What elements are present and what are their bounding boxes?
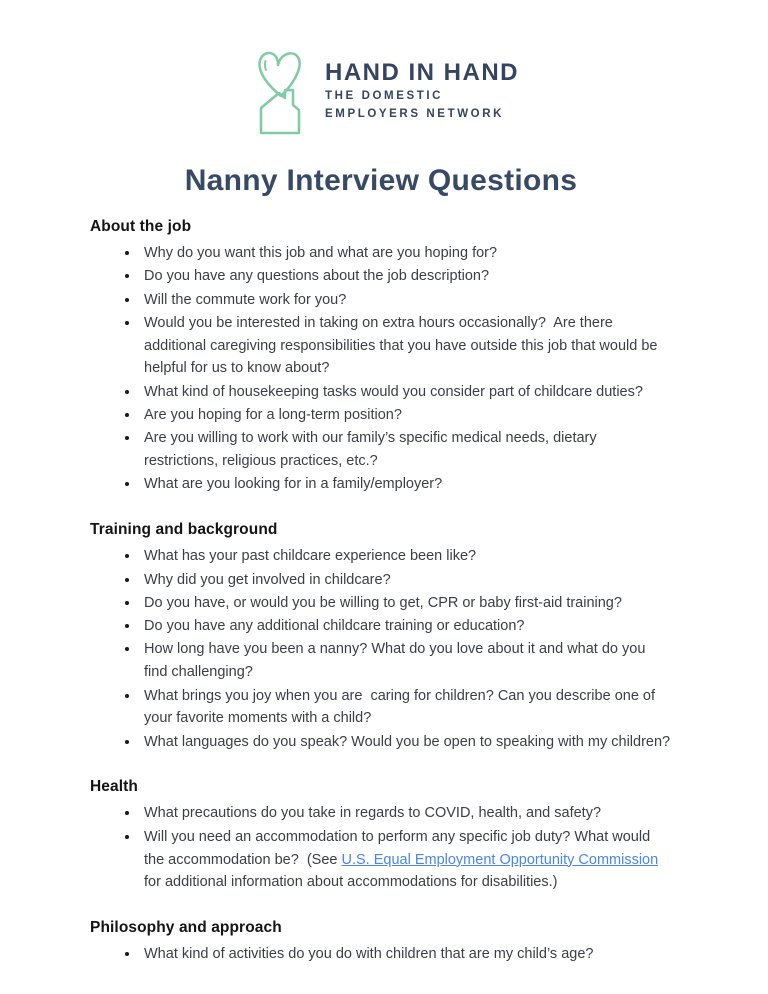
question-item: • Do you have, or would you be willing to get, CPR or baby first-aid training? (140, 592, 672, 615)
section (90, 218, 672, 496)
question-item: • Do you have any additional childcare training or education? (140, 615, 672, 638)
question-item: • Why do you want this job and what are you hoping for? (140, 242, 672, 265)
sections (90, 218, 672, 966)
section-heading: Health (90, 778, 138, 796)
question-item: • Would you be interested in taking on extra hours occasionally? Are there additional caregiving responsibilities that you have outside this job that would be helpful for us to know about? (140, 312, 672, 380)
question-item: • Why did you get involved in childcare? (140, 569, 672, 592)
eeoc-link[interactable]: U.S. Equal Employment Opportunity Commission (341, 851, 659, 868)
heart-house-icon (249, 45, 311, 137)
question-list (90, 545, 672, 753)
question-item: • What kind of activities do you do with children that are my child’s age? (140, 943, 672, 966)
question-list (90, 802, 672, 894)
question-item: • What precautions do you take in regards to COVID, health, and safety? (140, 802, 672, 825)
question-item: • What has your past childcare experience been like? (140, 545, 672, 568)
logo-text (325, 60, 519, 122)
logo (90, 45, 678, 137)
question-list (90, 242, 672, 496)
question-item: • What brings you joy when you are caring for children? Can you describe one of your favorite moments with a child? (140, 685, 672, 731)
section-heading: Philosophy and approach (90, 919, 282, 937)
logo-tagline-line2: EMPLOYERS NETWORK (325, 108, 505, 120)
question-item: • Do you have any questions about the job description? (140, 265, 672, 288)
question-item: • What kind of housekeeping tasks would you consider part of childcare duties? (140, 381, 672, 404)
question-item: • How long have you been a nanny? What do you love about it and what do you find challenging? (140, 638, 672, 684)
question-item: • Will the commute work for you? (140, 289, 672, 312)
question-item: • Are you hoping for a long-term position? (140, 404, 672, 427)
section-heading: Training and background (90, 521, 278, 539)
question-item: • What languages do you speak? Would you be open to speaking with my children? (140, 731, 672, 754)
section (90, 778, 672, 894)
section (90, 521, 672, 753)
section (90, 919, 672, 966)
question-item: • Are you willing to work with our family’s specific medical needs, dietary restrictions, religious practices, etc.? (140, 427, 672, 473)
question-item: • What are you looking for in a family/employer? (140, 473, 672, 496)
question-item: • Will you need an accommodation to perform any specific job duty? What would the accommodation be? (See U.S. Equal Employment Opportunity Commission for additional information about accommodations for disabilities.) (140, 826, 672, 894)
logo-tagline-line1: THE DOMESTIC (325, 90, 444, 102)
section-heading: About the job (90, 218, 192, 235)
logo-name: HAND IN HAND (325, 59, 519, 86)
page-title: Nanny Interview Questions (184, 164, 578, 197)
question-list (90, 943, 672, 966)
